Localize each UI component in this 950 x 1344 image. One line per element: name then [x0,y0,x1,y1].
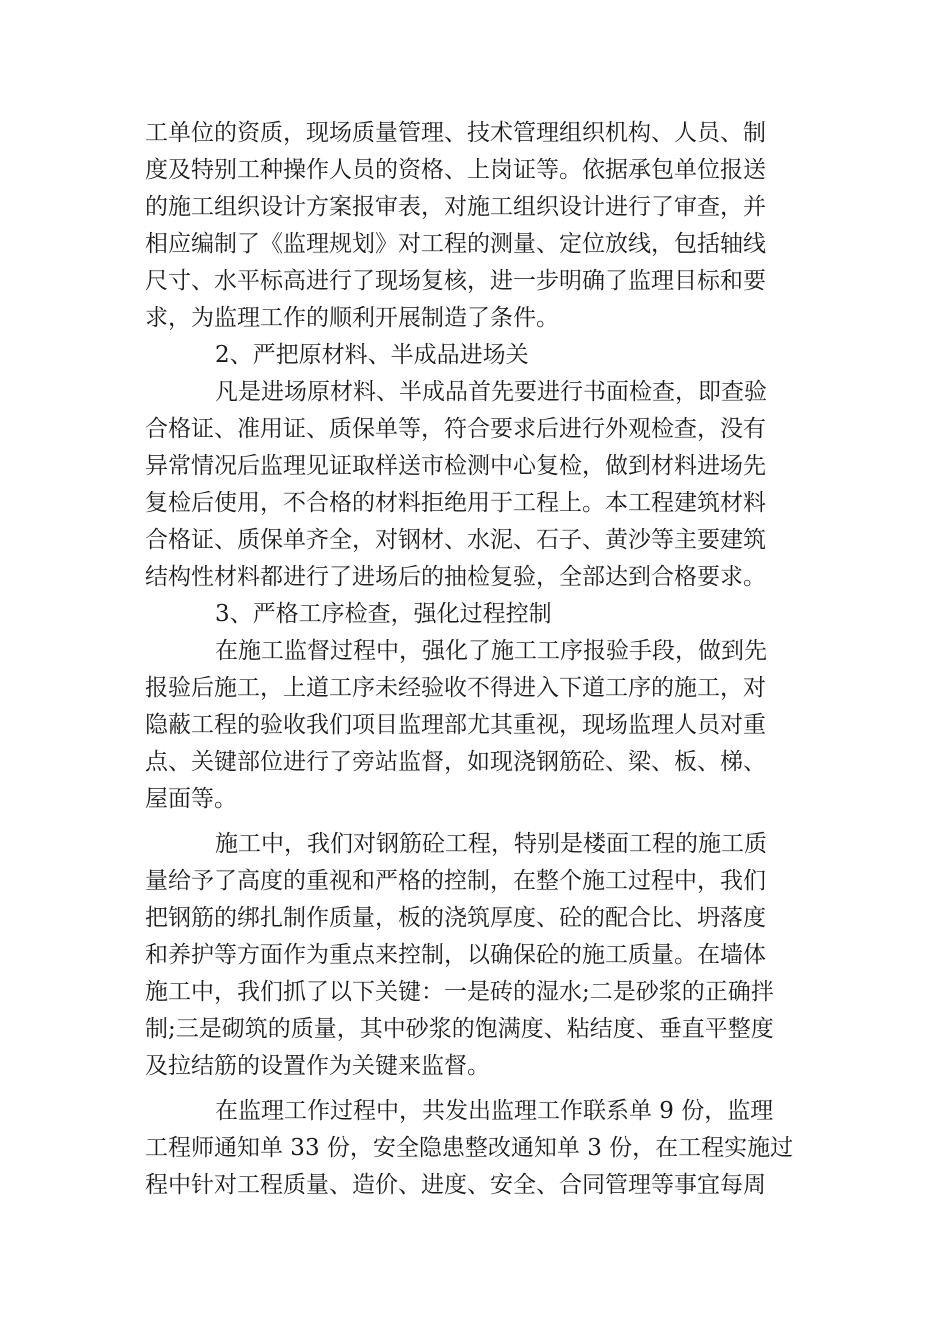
text-line: 合格证、质保单齐全，对钢材、水泥、石子、黄沙等主要建筑 [145,527,766,553]
paragraph-spacer [145,1085,805,1093]
paragraph-materials-inspection [145,374,805,596]
paragraph-qualification-review [145,115,805,337]
text-line: 把钢筋的绑扎制作质量，板的浇筑厚度、砼的配合比、坍落度 [145,905,766,931]
text-line: 及拉结筋的设置作为关键来监督。 [145,1053,490,1079]
text-line: 量给予了高度的重视和严格的控制，在整个施工过程中，我们 [145,868,766,894]
section-heading-process-control: 3、严格工序检查，强化过程控制 [215,601,552,627]
paragraph-concrete-masonry [145,826,805,1085]
section-heading-materials: 2、严把原材料、半成品进场关 [215,342,529,368]
text-line: 和养护等方面作为重点来控制，以确保砼的施工质量。在墙体 [145,942,766,968]
text-line: 尺寸、水平标高进行了现场复核，进一步明确了监理目标和要 [145,268,766,294]
text-line: 合格证、准用证、质保单等，符合要求后进行外观检查，没有 [145,416,766,442]
document-body [145,115,805,1204]
text-line: 隐蔽工程的验收我们项目监理部尤其重视，现场监理人员对重 [145,712,766,738]
text-line: 程中针对工程质量、造价、进度、安全、合同管理等事宜每周 [145,1172,766,1198]
text-line: 度及特别工种操作人员的资格、上岗证等。依据承包单位报送 [145,157,766,183]
text-line: 复检后使用，不合格的材料拒绝用于工程上。本工程建筑材料 [145,490,766,516]
text-line: 在施工监督过程中，强化了施工工序报验手段，做到先 [215,638,767,664]
text-line: 报验后施工，上道工序未经验收不得进入下道工序的施工，对 [145,675,766,701]
text-line: 屋面等。 [145,786,237,812]
text-line: 凡是进场原材料、半成品首先要进行书面检查，即查验 [215,379,767,405]
text-line: 工单位的资质，现场质量管理、技术管理组织机构、人员、制 [145,120,766,146]
text-line: 相应编制了《监理规划》对工程的测量、定位放线，包括轴线 [145,231,766,257]
paragraph-process-supervision [145,633,805,818]
text-line: 点、关键部位进行了旁站监督，如现浇钢筋砼、梁、板、梯、 [145,749,766,775]
text-line: 工程师通知单 33 份，安全隐患整改通知单 3 份，在工程实施过 [145,1135,794,1161]
text-line: 结构性材料都进行了进场后的抽检复验，全部达到合格要求。 [145,564,766,590]
text-line: 求，为监理工作的顺利开展制造了条件。 [145,305,559,331]
text-line: 在监理工作过程中，共发出监理工作联系单 9 份，监理 [215,1098,774,1124]
text-line: 的施工组织设计方案报审表，对施工组织设计进行了审查，并 [145,194,766,220]
text-line: 异常情况后监理见证取样送市检测中心复检，做到材料进场先 [145,453,766,479]
text-line: 制;三是砌筑的质量，其中砂浆的饱满度、粘结度、垂直平整度 [145,1016,774,1042]
text-line: 施工中，我们抓了以下关键：一是砖的湿水;二是砂浆的正确拌 [145,979,774,1005]
paragraph-notices-issued [145,1093,805,1204]
text-line: 施工中，我们对钢筋砼工程，特别是楼面工程的施工质 [215,831,767,857]
paragraph-spacer [145,818,805,826]
